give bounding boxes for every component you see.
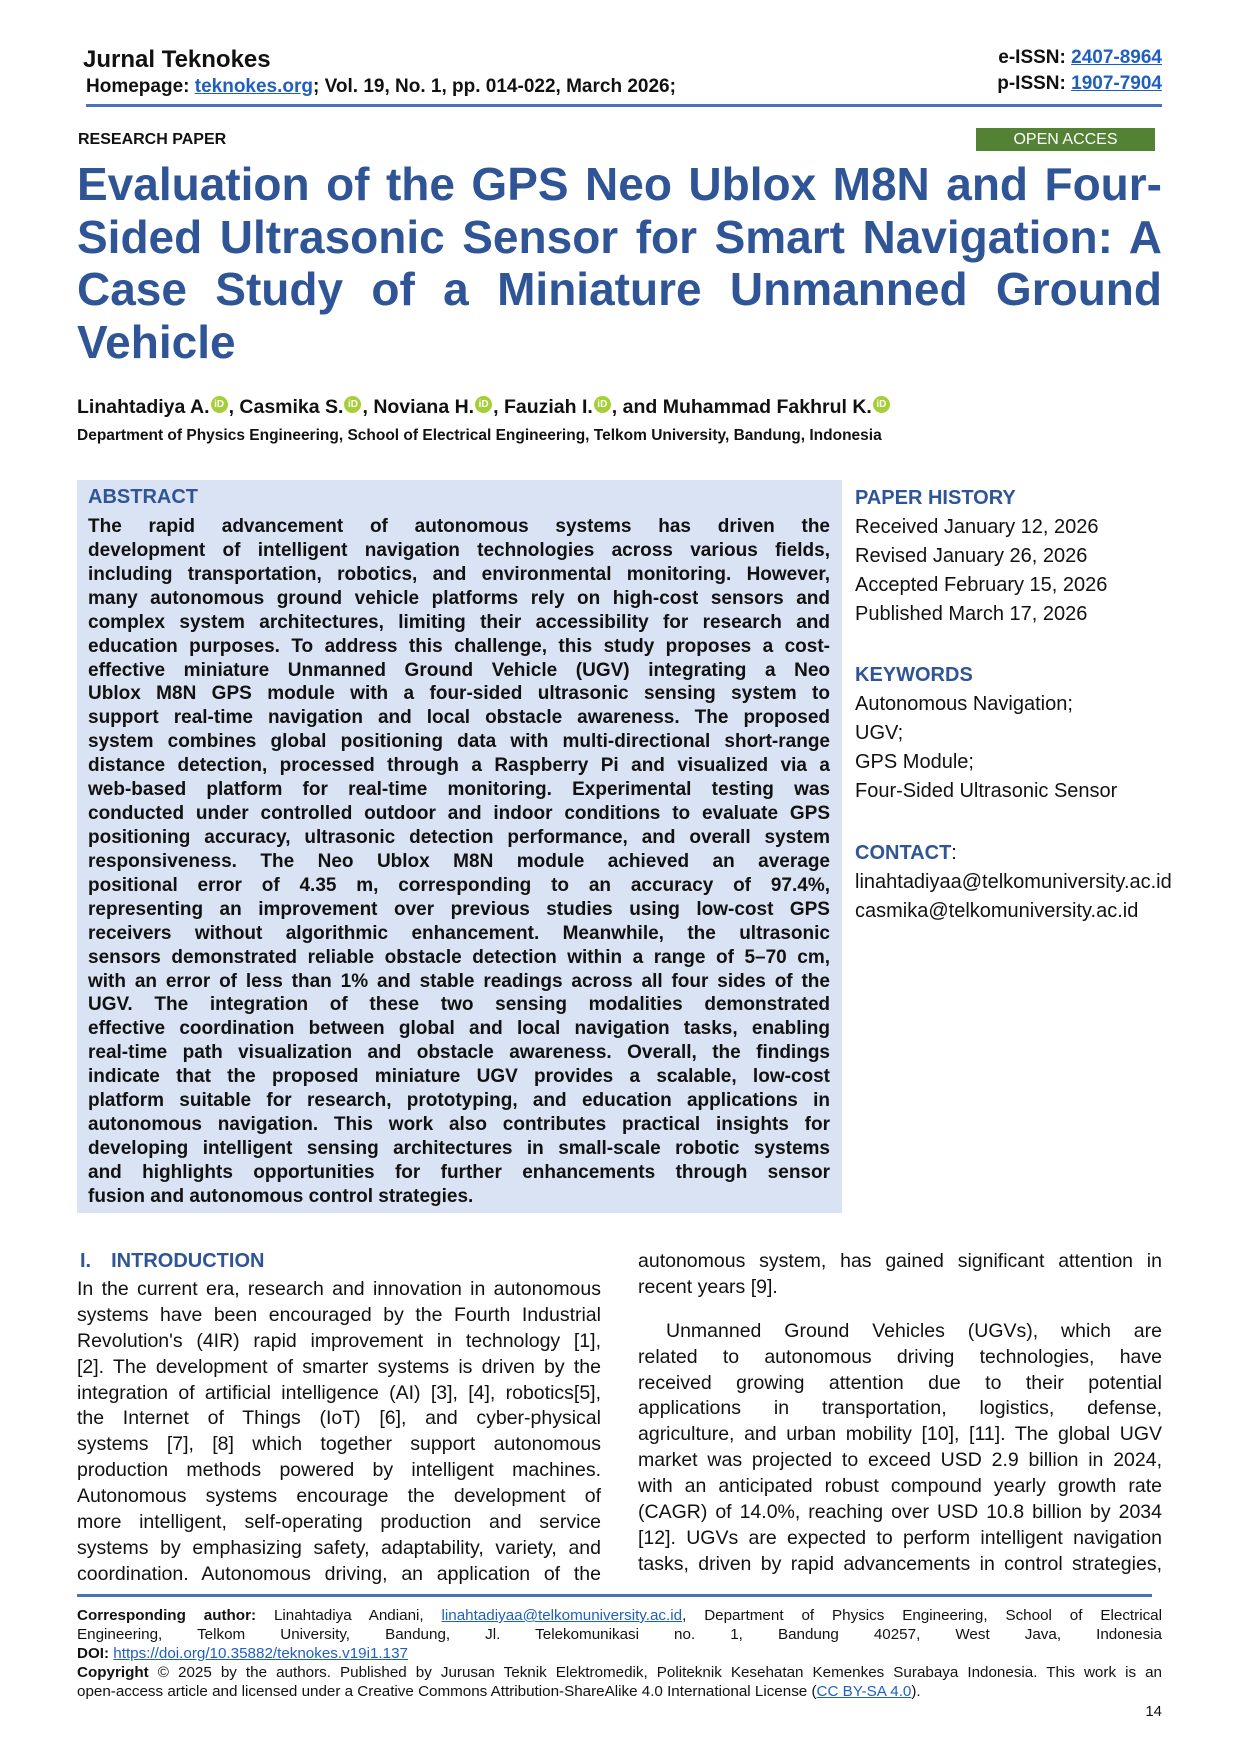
text-line: effective coordination between global and local navigation tasks, enabling [88, 1018, 830, 1040]
orcid-icon[interactable]: iD [475, 396, 492, 413]
text-line: more intelligent, self-operating production and service [77, 1511, 601, 1534]
copyright-text: © 2025 by the authors. Published by Jurusan Teknik Elektromedik, Politeknik Kesehatan Kemenkes Surabaya Indonesia. This work is an [148, 1664, 1162, 1681]
text-line: indicate that the proposed miniature UGV provides a scalable, low-cost [88, 1066, 830, 1088]
text-line: UGV. The integration of these two sensing modalities demonstrated [88, 994, 830, 1016]
pissn-link[interactable]: 1907-7904 [1071, 73, 1162, 94]
keywords [855, 661, 1117, 806]
paper-history [855, 484, 1107, 629]
paper-history-heading: PAPER HISTORY [855, 487, 1016, 509]
text-line: developing intelligent sensing architectures in small-scale robotic systems [88, 1137, 830, 1159]
journal-issue-info [86, 76, 676, 98]
title-line: Evaluation of the GPS Neo Ublox M8N and Four- [77, 158, 1162, 210]
author-name: Muhammad Fakhrul K. [662, 396, 872, 418]
orcid-icon[interactable]: iD [594, 396, 611, 413]
license [77, 1682, 1162, 1701]
header-divider [86, 104, 1162, 107]
corr-email-link[interactable]: linahtadiyaa@telkomuniversity.ac.id [441, 1607, 683, 1624]
author-name: Fauziah I. [503, 396, 593, 418]
text-line: including transportation, robotics, and environmental monitoring. However, [88, 563, 830, 585]
text-line: [2]. The development of smarter systems is driven by the [77, 1355, 601, 1378]
pissn-label: p-ISSN: [997, 73, 1066, 94]
section-title: INTRODUCTION [111, 1250, 265, 1272]
author-separator: , and [611, 396, 663, 418]
text-line: platform suitable for research, prototyping, and education applications in [88, 1090, 830, 1112]
author-name: Noviana H. [373, 396, 475, 418]
text-line: (CAGR) of 14.0%, reaching over USD 10.8 billion by 2034 [638, 1501, 1162, 1524]
contact-heading: CONTACT [855, 842, 952, 864]
title-line: Vehicle [77, 315, 236, 368]
text-line: related to autonomous driving technologies, have [638, 1345, 1162, 1368]
homepage-link[interactable]: teknokes.org [194, 76, 314, 97]
keyword: Four-Sided Ultrasonic Sensor [855, 780, 1118, 802]
text-line: support real-time navigation and local obstacle awareness. The proposed [88, 707, 830, 729]
history-published: Published March 17, 2026 [855, 603, 1088, 625]
text-line: systems [7], [8] which together support autonomous [77, 1433, 601, 1456]
text-line: Unmanned Ground Vehicles (UGVs), which are [666, 1319, 1162, 1342]
doi-link[interactable]: https://doi.org/10.35882/teknokes.v19i1.137 [113, 1645, 408, 1662]
contact-email: casmika@telkomuniversity.ac.id [855, 900, 1139, 922]
text-line: Autonomous systems encourage the development of [77, 1485, 601, 1508]
text-line: receivers without algorithmic enhancement. Meanwhile, the ultrasonic [88, 922, 830, 944]
text-line: In the current era, research and innovation in autonomous [77, 1278, 601, 1300]
license-end: ). [911, 1683, 921, 1700]
contact-heading-row [855, 839, 1172, 868]
history-accepted: Accepted February 15, 2026 [855, 574, 1108, 596]
text-line: and highlights opportunities for further enhancements through sensor [88, 1161, 830, 1183]
contact [855, 839, 1172, 926]
text-line: production methods powered by intelligent machines. [77, 1459, 601, 1482]
abstract-heading: ABSTRACT [88, 486, 198, 508]
keywords-heading: KEYWORDS [855, 664, 973, 686]
text-line: conducted under controlled outdoor and indoor conditions to evaluate GPS [88, 803, 830, 825]
text-line: education purposes. To address this challenge, this study proposes a cost- [88, 635, 830, 657]
text-line: responsiveness. The Neo Ublox M8N module achieved an average [88, 850, 830, 872]
text-line: with an error of less than 1% and stable readings across all four sides of the [88, 970, 830, 992]
intro-right-column [638, 1249, 1162, 1578]
open-access-badge: OPEN ACCES [976, 128, 1155, 151]
text-line: market was projected to exceed USD 2.9 billion in 2024, [638, 1449, 1162, 1472]
author-separator: , [493, 396, 504, 418]
abstract-text [88, 515, 830, 1209]
pissn [997, 73, 1162, 95]
text-line: positional error of 4.35 m, corresponding to an accuracy of 97.4%, [88, 874, 830, 896]
paper-title [77, 158, 1162, 368]
corr-label: Corresponding author: [77, 1607, 257, 1624]
text-line: applications in transportation, logistics, defense, [638, 1397, 1162, 1420]
intro-left-column [77, 1277, 601, 1588]
text-line: sensors demonstrated reliable obstacle detection within a range of 5–70 cm, [88, 946, 830, 968]
page-number: 14 [1145, 1703, 1162, 1720]
contact-colon: : [951, 842, 957, 864]
author-list [77, 396, 891, 419]
text-line: web-based platform for real-time monitoring. Experimental testing was [88, 779, 830, 801]
text-line: development of intelligent navigation technologies across various fields, [88, 539, 830, 561]
paragraph-gap [638, 1301, 1162, 1319]
journal-name: Jurnal Teknokes [83, 46, 271, 73]
text-line: agriculture, and urban mobility [10], [11]. The global UGV [638, 1423, 1162, 1446]
text-line: complex system architectures, limiting their accessibility for research and [88, 611, 830, 633]
orcid-icon[interactable]: iD [344, 396, 361, 413]
title-line: Case Study of a Miniature Unmanned Ground [77, 263, 1162, 315]
doi [77, 1644, 1162, 1663]
text-line: the Internet of Things (IoT) [6], and cyber-physical [77, 1407, 601, 1430]
text-line: autonomous system, has gained significant attention in [638, 1250, 1162, 1272]
text-line: many autonomous ground vehicle platforms rely on high-cost sensors and [88, 587, 830, 609]
keyword: UGV; [855, 722, 904, 744]
text-line: received growing attention due to their potential [638, 1371, 1162, 1394]
text-line: [12]. UGVs are expected to perform intelligent navigation [638, 1526, 1162, 1549]
text-line: coordination. Autonomous driving, an application of the [77, 1562, 601, 1585]
author-separator: , [362, 396, 374, 418]
footer-divider [77, 1594, 1152, 1597]
author-name: Linahtadiya A. [77, 396, 210, 418]
text-line: real-time path visualization and obstacle awareness. Overall, the findings [88, 1042, 830, 1064]
text-line: positioning accuracy, ultrasonic detection performance, and overall system [88, 826, 830, 848]
text-line: representing an improvement over previous studies using low-cost GPS [88, 898, 830, 920]
text-line: distance detection, processed through a Raspberry Pi and visualized via a [88, 755, 830, 777]
section-number: I. [80, 1250, 92, 1272]
text-line: Ublox M8N GPS module with a four-sided ultrasonic sensing system to [88, 683, 830, 705]
keyword: GPS Module; [855, 751, 974, 773]
orcid-icon[interactable]: iD [873, 396, 890, 413]
introduction-heading [80, 1250, 264, 1273]
text-line: tasks, driven by rapid advancements in control strategies, [638, 1552, 1162, 1575]
text-line: effective miniature Unmanned Ground Vehicle (UGV) integrating a Neo [88, 659, 830, 681]
history-revised: Revised January 26, 2026 [855, 545, 1088, 567]
affiliation: Department of Physics Engineering, School of Electrical Engineering, Telkom University, Bandung, Indonesia [77, 427, 882, 444]
copyright [77, 1663, 1162, 1682]
text-line: fusion and autonomous control strategies. [88, 1185, 474, 1207]
author-name: Casmika S. [239, 396, 344, 418]
corr-name: Linahtadiya Andiani, [256, 1607, 442, 1624]
text-line: with an anticipated robust compound yearly growth rate [638, 1475, 1162, 1498]
eissn-link[interactable]: 2407-8964 [1071, 47, 1162, 68]
title-line: Sided Ultrasonic Sensor for Smart Navigation: A [77, 210, 1162, 263]
corr-affiliation: , Department of Physics Engineering, School of Electrical [682, 1607, 1162, 1624]
license-text: open-access article and licensed under a Creative Commons Attribution-ShareAlike 4.0 International License ( [77, 1683, 817, 1700]
contact-email: linahtadiyaa@telkomuniversity.ac.id [855, 871, 1172, 893]
author-separator: , [228, 396, 240, 418]
footer-notes [77, 1606, 1162, 1701]
text-line: recent years [9]. [638, 1275, 778, 1298]
corresponding-author [77, 1606, 1162, 1625]
keyword: Autonomous Navigation; [855, 693, 1073, 715]
orcid-icon[interactable]: iD [211, 396, 228, 413]
license-link[interactable]: CC BY-SA 4.0 [816, 1683, 912, 1700]
text-line: integration of artificial intelligence (AI) [3], [4], robotics[5], [77, 1381, 601, 1404]
text-line: systems have been encouraged by the Fourth Industrial [77, 1303, 601, 1326]
eissn-label: e-ISSN: [998, 47, 1066, 68]
text-line: systems by emphasizing safety, adaptability, variety, and [77, 1536, 601, 1559]
corr-affiliation-2: Engineering, Telkom University, Bandung, Jl. Telekomunikasi no. 1, Bandung 40257, West Java, Indonesia [77, 1626, 1162, 1643]
history-received: Received January 12, 2026 [855, 516, 1099, 538]
text-line: Revolution's (4IR) rapid improvement in technology [1], [77, 1329, 601, 1352]
text-line: The rapid advancement of autonomous systems has driven the [88, 516, 830, 537]
issue-info: ; Vol. 19, No. 1, pp. 014-022, March 2026; [313, 76, 676, 97]
eissn [998, 47, 1162, 69]
copyright-label: Copyright [77, 1664, 149, 1681]
text-line: autonomous navigation. This work also contributes practical insights for [88, 1114, 830, 1136]
article-type: RESEARCH PAPER [78, 131, 227, 148]
doi-label: DOI: [77, 1645, 110, 1662]
homepage-label: Homepage: [86, 76, 190, 97]
text-line: system combines global positioning data with multi-directional short-range [88, 731, 830, 753]
